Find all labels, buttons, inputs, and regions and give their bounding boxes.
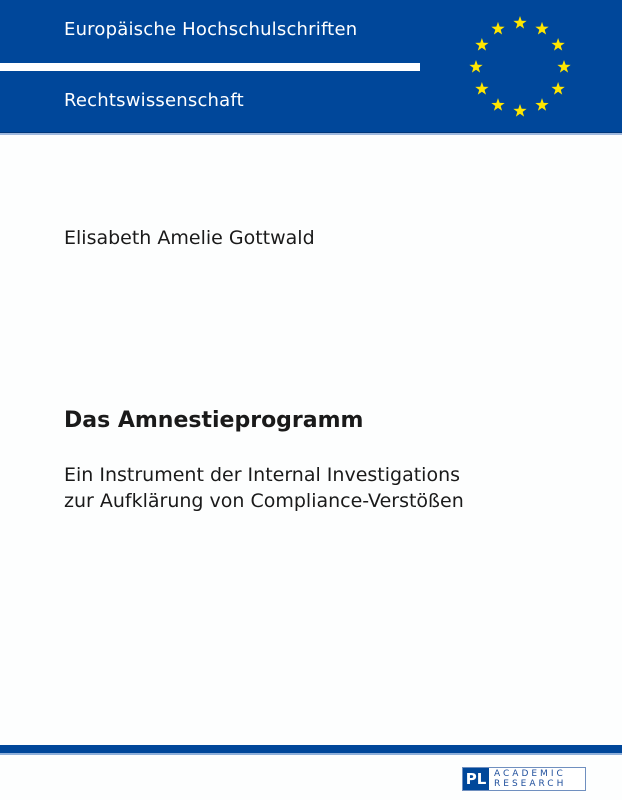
subtitle-line-1: Ein Instrument der Internal Investigations bbox=[64, 464, 461, 486]
eu-stars-icon bbox=[468, 15, 572, 119]
footer-band bbox=[0, 745, 622, 753]
publisher-logo-text bbox=[489, 768, 585, 790]
publisher-logo-mark: PL bbox=[463, 768, 489, 790]
header-divider bbox=[0, 133, 622, 135]
book-title: Das Amnestieprogramm bbox=[64, 408, 364, 433]
subseries-title: Rechtswissenschaft bbox=[64, 90, 244, 111]
publisher-logo-line1: ACADEMIC bbox=[494, 769, 566, 779]
publisher-logo-line2: RESEARCH bbox=[494, 779, 567, 789]
series-title: Europäische Hochschulschriften bbox=[64, 19, 358, 40]
publisher-logo bbox=[462, 767, 586, 791]
footer-divider bbox=[0, 753, 622, 755]
subtitle-line-2: zur Aufklärung von Compliance-Verstößen bbox=[64, 490, 464, 512]
author-name: Elisabeth Amelie Gottwald bbox=[64, 227, 315, 249]
header-white-bar bbox=[0, 63, 420, 71]
book-subtitle bbox=[64, 462, 464, 514]
